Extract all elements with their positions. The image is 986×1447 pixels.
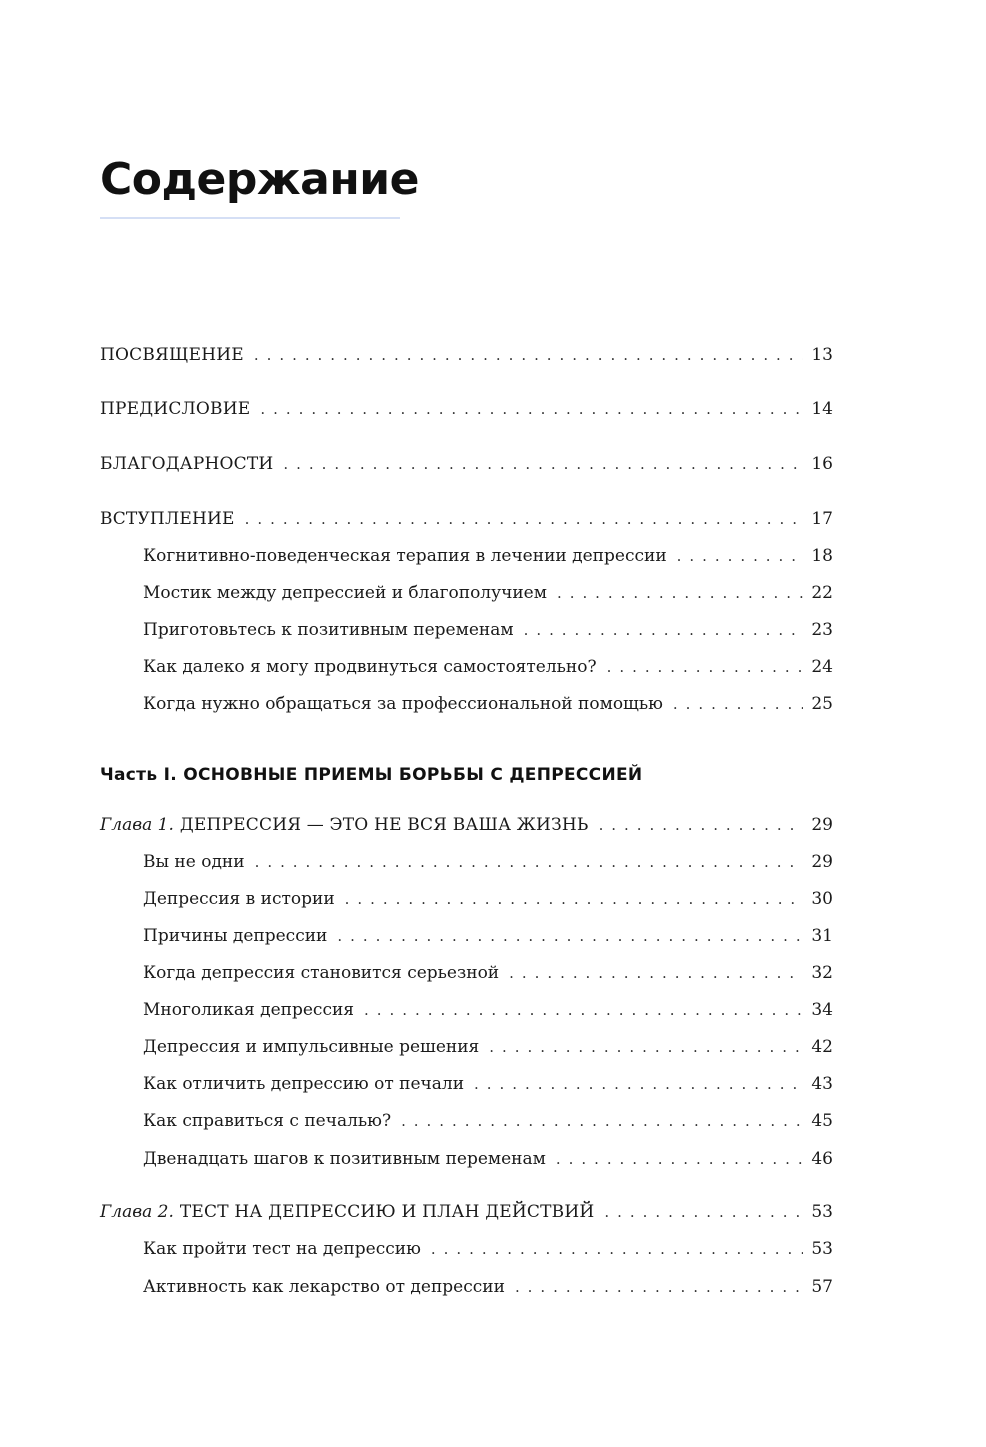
toc-page-number: 17 (811, 509, 833, 529)
toc-page-number: 53 (811, 1239, 833, 1259)
toc-subentry[interactable] (143, 1069, 833, 1099)
dot-leader (673, 689, 803, 719)
toc-entry-label: Двенадцать шагов к позитивным переменам (143, 1149, 546, 1169)
toc-subentry[interactable] (143, 1234, 833, 1264)
toc-page-number: 30 (811, 889, 833, 909)
toc-page-number: 14 (811, 399, 833, 419)
dot-leader (345, 884, 804, 914)
toc-entry-label: Как отличить депрессию от печали (143, 1074, 465, 1094)
dot-leader (604, 1197, 803, 1227)
dot-leader (283, 449, 803, 479)
dot-leader (260, 394, 803, 424)
toc-entry-label: Когда нужно обращаться за профессиональной помощью (143, 694, 663, 714)
dot-leader (255, 847, 804, 877)
dot-leader (245, 504, 804, 534)
toc-chapter-2[interactable] (100, 1197, 833, 1227)
toc-page-number: 16 (811, 454, 833, 474)
toc-entry-label: Когда депрессия становится серьезной (143, 963, 500, 983)
dot-leader (599, 810, 804, 840)
toc-subentry[interactable] (143, 615, 833, 645)
toc-entry-label: Депрессия в истории (143, 889, 335, 909)
toc-entry-label: Депрессия и импульсивные решения (143, 1037, 480, 1057)
toc-subentry[interactable] (143, 958, 833, 988)
title-underline (100, 217, 400, 219)
dot-leader (556, 1144, 803, 1174)
dot-leader (677, 541, 804, 571)
chapter-prefix: Глава 2. (100, 1202, 174, 1222)
dot-leader (431, 1234, 803, 1264)
toc-entry-acknowledgements[interactable] (100, 449, 833, 479)
toc-page-number: 18 (811, 546, 833, 566)
dot-leader (254, 340, 803, 370)
toc-subentry[interactable] (143, 1032, 833, 1062)
dot-leader (509, 958, 803, 988)
toc-entry-dedication[interactable] (100, 340, 833, 370)
toc-page-number: 25 (811, 694, 833, 714)
toc-subentry[interactable] (143, 578, 833, 608)
toc-entry-label: Мостик между депрессией и благополучием (143, 583, 547, 603)
dot-leader (607, 652, 804, 682)
toc-entry-introduction[interactable] (100, 504, 833, 534)
dot-leader (515, 1272, 803, 1302)
toc-entry-label: ВСТУПЛЕНИЕ (100, 509, 235, 529)
toc-subentry[interactable] (143, 847, 833, 877)
toc-entry-label: Причины депрессии (143, 926, 328, 946)
toc-page-number: 46 (811, 1149, 833, 1169)
part-heading: Часть I. ОСНОВНЫЕ ПРИЕМЫ БОРЬБЫ С ДЕПРЕССИЕЙ (100, 765, 643, 785)
toc-page-number: 31 (811, 926, 833, 946)
toc-chapter-1[interactable] (100, 810, 833, 840)
toc-page-number: 32 (811, 963, 833, 983)
toc-page-number: 42 (811, 1037, 833, 1057)
toc-page-number: 43 (811, 1074, 833, 1094)
toc-page-number: 34 (811, 1000, 833, 1020)
toc-entry-label: Приготовьтесь к позитивным переменам (143, 620, 514, 640)
chapter-title: ДЕПРЕССИЯ — ЭТО НЕ ВСЯ ВАША ЖИЗНЬ (179, 815, 589, 835)
toc-page-number: 13 (811, 345, 833, 365)
toc-page-number: 57 (811, 1277, 833, 1297)
toc-entry-label: ПОСВЯЩЕНИЕ (100, 345, 244, 365)
toc-entry-preface[interactable] (100, 394, 833, 424)
toc-page-number: 29 (811, 815, 833, 835)
toc-page-number: 24 (811, 657, 833, 677)
dot-leader (337, 921, 803, 951)
dot-leader (474, 1069, 803, 1099)
toc-entry-label: БЛАГОДАРНОСТИ (100, 454, 274, 474)
dot-leader (489, 1032, 803, 1062)
toc-page-number: 53 (811, 1202, 833, 1222)
chapter-prefix: Глава 1. (100, 815, 174, 835)
toc-subentry[interactable] (143, 1272, 833, 1302)
toc-entry-label: Как справиться с печалью? (143, 1111, 392, 1131)
chapter-title: ТЕСТ НА ДЕПРЕССИЮ И ПЛАН ДЕЙСТВИЙ (179, 1202, 595, 1222)
toc-entry-label: Активность как лекарство от депрессии (143, 1277, 505, 1297)
toc-entry-label: Многоликая депрессия (143, 1000, 355, 1020)
toc-entry-label: Когнитивно-поведенческая терапия в лечении депрессии (143, 546, 667, 566)
dot-leader (524, 615, 804, 645)
toc-subentry[interactable] (143, 1144, 833, 1174)
toc-subentry[interactable] (143, 689, 833, 719)
page-title: Содержание (100, 154, 419, 205)
toc-entry-label: Вы не одни (143, 852, 245, 872)
toc-entry-label: ПРЕДИСЛОВИЕ (100, 399, 251, 419)
dot-leader (557, 578, 803, 608)
toc-page-number: 22 (811, 583, 833, 603)
dot-leader (364, 995, 803, 1025)
toc-entry-label: Как далеко я могу продвинуться самостоятельно? (143, 657, 597, 677)
toc-subentry[interactable] (143, 884, 833, 914)
toc-subentry[interactable] (143, 995, 833, 1025)
toc-subentry[interactable] (143, 1106, 833, 1136)
toc-entry-label: Как пройти тест на депрессию (143, 1239, 421, 1259)
toc-subentry[interactable] (143, 652, 833, 682)
toc-page-number: 45 (811, 1111, 833, 1131)
toc-page-number: 23 (811, 620, 833, 640)
dot-leader (401, 1106, 803, 1136)
toc-subentry[interactable] (143, 541, 833, 571)
toc-subentry[interactable] (143, 921, 833, 951)
toc-page-number: 29 (811, 852, 833, 872)
